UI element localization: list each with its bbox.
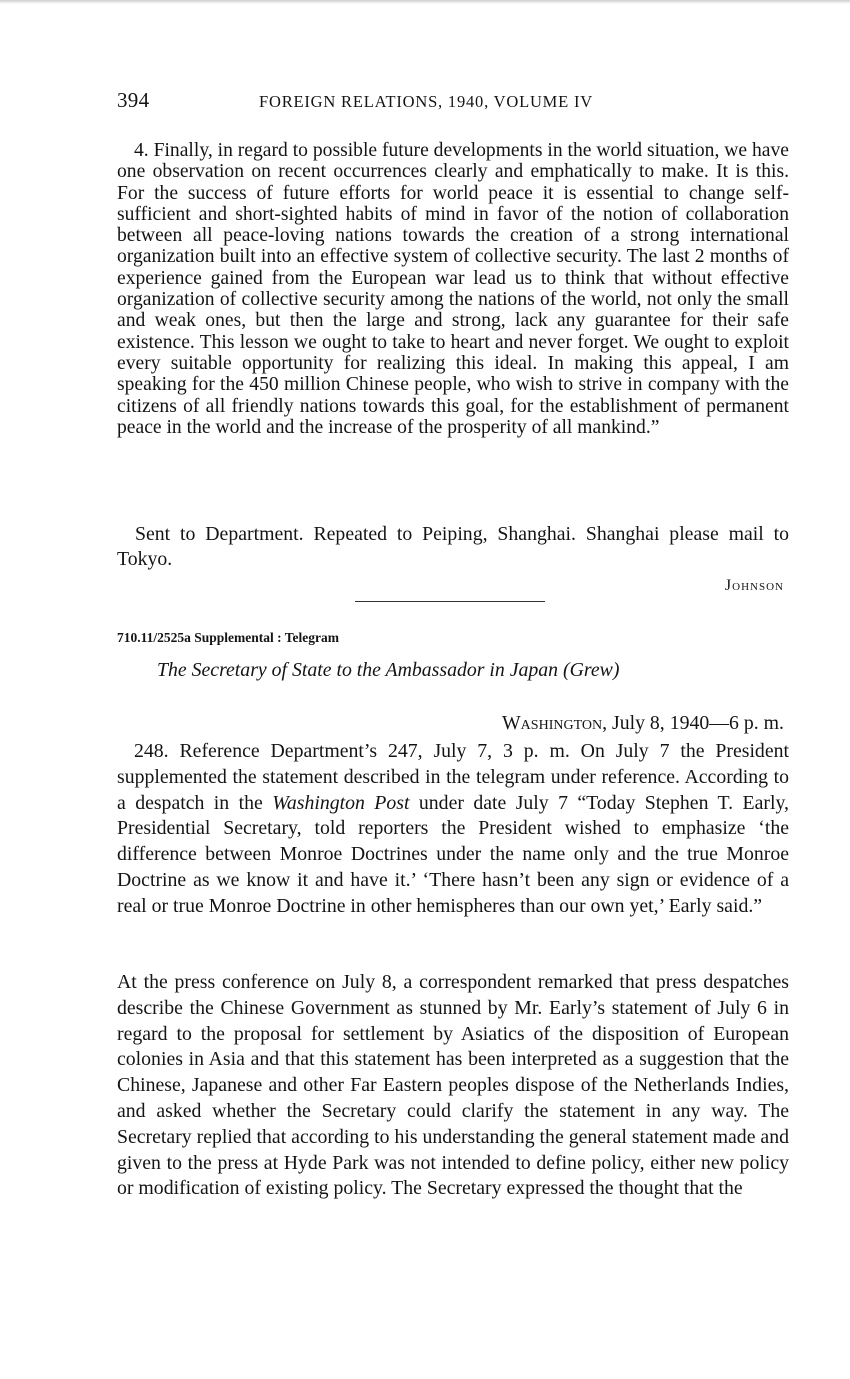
quoted-statement-paragraph: 4. Finally, in regard to possible future developments in the world situation, we have one observation on recent occurrences clearly and emphatically to make. It is this. For the success of future efforts for world peace it is essential to change self-sufficient and short-sighted habits of mind in favor of the notion of collaboration between all peace-loving nations towards the creation of a strong international organization built into an effective system of collective security. The last 2 months of experience gained from the European war lead us to think that without effective organization of collective security among the nations of the world, not only the small and weak ones, but then the large and strong, lack any guarantee for their safe existence. This lesson we ought to take to heart and never forget. We ought to exploit every suitable opportunity for realizing this ideal. In making this appeal, I am speaking for the 450 million Chinese people, who wish to strive in company with the citizens of all friendly nations towards this goal, for the establishment of permanent peace in the world and the increase of the prosperity of all mankind.”	[117, 140, 789, 438]
dateline-date: , July 8, 1940—6 p. m.	[602, 712, 784, 734]
dateline-place: Washington	[502, 712, 603, 734]
signature: Johnson	[724, 577, 784, 594]
dateline	[502, 712, 784, 735]
paragraph-248	[117, 739, 789, 920]
document-title: The Secretary of State to the Ambassador in Japan (Grew)	[157, 659, 620, 681]
section-divider	[355, 601, 545, 602]
paragraph-248-text-end: under date July 7 “Today Stephen T. Early, Presidential Secretary, told reporters the President wished to emphasize ‘the difference between Monroe Doctrines under the name only and the true Monroe Doctrine as we know it and have it.’ ‘There hasn’t been any sign or evidence of a real or true Monroe Doctrine in other hemispheres than our own yet,’ Early said.”	[117, 791, 789, 917]
paragraph-press-conference: At the press conference on July 8, a correspondent remarked that press despatches describe the Chinese Government as stunned by Mr. Early’s statement of July 6 in regard to the proposal for settlement by Asiatics of the disposition of European colonies in Asia and that this statement has been interpreted as a suggestion that the Chinese, Japanese and other Far Eastern peoples dispose of the Netherlands Indies, and asked whether the Secretary could clarify the statement in any way. The Secretary replied that according to his understanding the general statement made and given to the press at Hyde Park was not intended to define policy, either new policy or modification of existing policy. The Secretary expressed the thought that the	[117, 971, 789, 1200]
scan-top-edge	[0, 0, 850, 4]
page-header	[117, 88, 789, 118]
sent-to-department-note: Sent to Department. Repeated to Peiping, Shanghai. Shanghai please mail to Tokyo.	[117, 523, 789, 570]
newspaper-title: Washington Post	[272, 791, 410, 814]
paragraph-248-text-start: 248. Reference Department’s 247, July 7, 3 p. m. On July 7 the President supplemented the statement described in the telegram under reference. According to a despatch in the	[117, 740, 789, 814]
file-reference: 710.11/2525a Supplemental : Telegram	[117, 630, 340, 645]
page-number: 394	[117, 88, 150, 112]
running-head: FOREIGN RELATIONS, 1940, VOLUME IV	[259, 92, 593, 111]
